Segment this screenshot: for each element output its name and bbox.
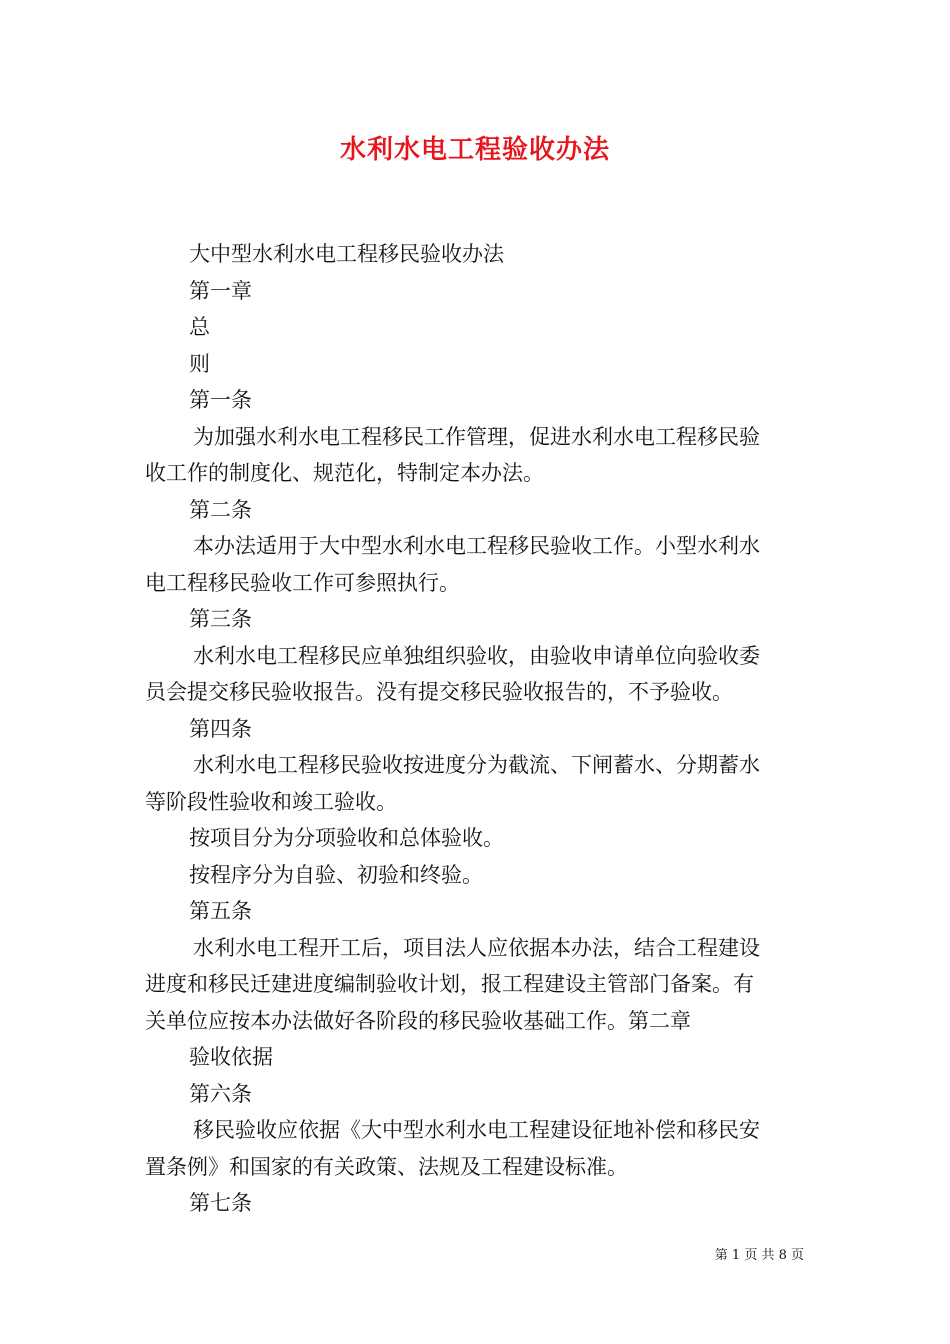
paragraph-line: 关单位应按本办法做好各阶段的移民验收基础工作。第二章 bbox=[145, 1008, 691, 1033]
page-indicator: 第 1 页 共 8 页 bbox=[714, 1248, 804, 1263]
paragraph-line: 电工程移民验收工作可参照执行。 bbox=[145, 570, 460, 595]
article-heading: 第一条 bbox=[189, 388, 252, 412]
article-heading: 第三条 bbox=[189, 607, 252, 631]
article-heading: 第六条 bbox=[189, 1081, 252, 1106]
paragraph-line: 等阶段性验收和竣工验收。 bbox=[145, 789, 397, 814]
article-heading: 第四条 bbox=[189, 716, 252, 741]
paragraph-line: 置条例》和国家的有关政策、法规及工程建设标准。 bbox=[145, 1154, 628, 1179]
paragraph-line: 大中型水利水电工程移民验收办法 bbox=[189, 242, 504, 266]
paragraph-line: 水利水电工程移民应单独组织验收，由验收申请单位向验收委 bbox=[193, 643, 760, 668]
paragraph-line: 按项目分为分项验收和总体验收。 bbox=[189, 826, 504, 850]
chapter-heading: 第一章 bbox=[189, 278, 252, 303]
paragraph-line: 按程序分为自验、初验和终验。 bbox=[189, 862, 483, 887]
paragraph-line: 员会提交移民验收报告。没有提交移民验收报告的，不予验收。 bbox=[145, 680, 733, 704]
paragraph-line: 本办法适用于大中型水利水电工程移民验收工作。小型水利水 bbox=[193, 534, 760, 558]
document-body bbox=[145, 236, 809, 1222]
article-heading: 第七条 bbox=[189, 1191, 252, 1215]
chapter-name-line: 则 bbox=[189, 351, 210, 376]
paragraph-line: 水利水电工程移民验收按进度分为截流、下闸蓄水、分期蓄水 bbox=[193, 753, 760, 777]
article-heading: 第二条 bbox=[189, 497, 252, 522]
chapter-name-line: 总 bbox=[189, 315, 210, 339]
chapter-name-line: 验收依据 bbox=[189, 1045, 273, 1069]
document-title: 水利水电工程验收办法 bbox=[339, 135, 610, 165]
paragraph-line: 水利水电工程开工后，项目法人应依据本办法，结合工程建设 bbox=[193, 935, 760, 960]
paragraph-line: 进度和移民迁建进度编制验收计划，报工程建设主管部门备案。有 bbox=[145, 972, 754, 996]
article-heading: 第五条 bbox=[189, 899, 252, 923]
paragraph-line: 移民验收应依据《大中型水利水电工程建设征地补偿和移民安 bbox=[193, 1118, 760, 1142]
paragraph-line: 收工作的制度化、规范化，特制定本办法。 bbox=[145, 461, 544, 485]
paragraph-line: 为加强水利水电工程移民工作管理，促进水利水电工程移民验 bbox=[193, 424, 760, 449]
